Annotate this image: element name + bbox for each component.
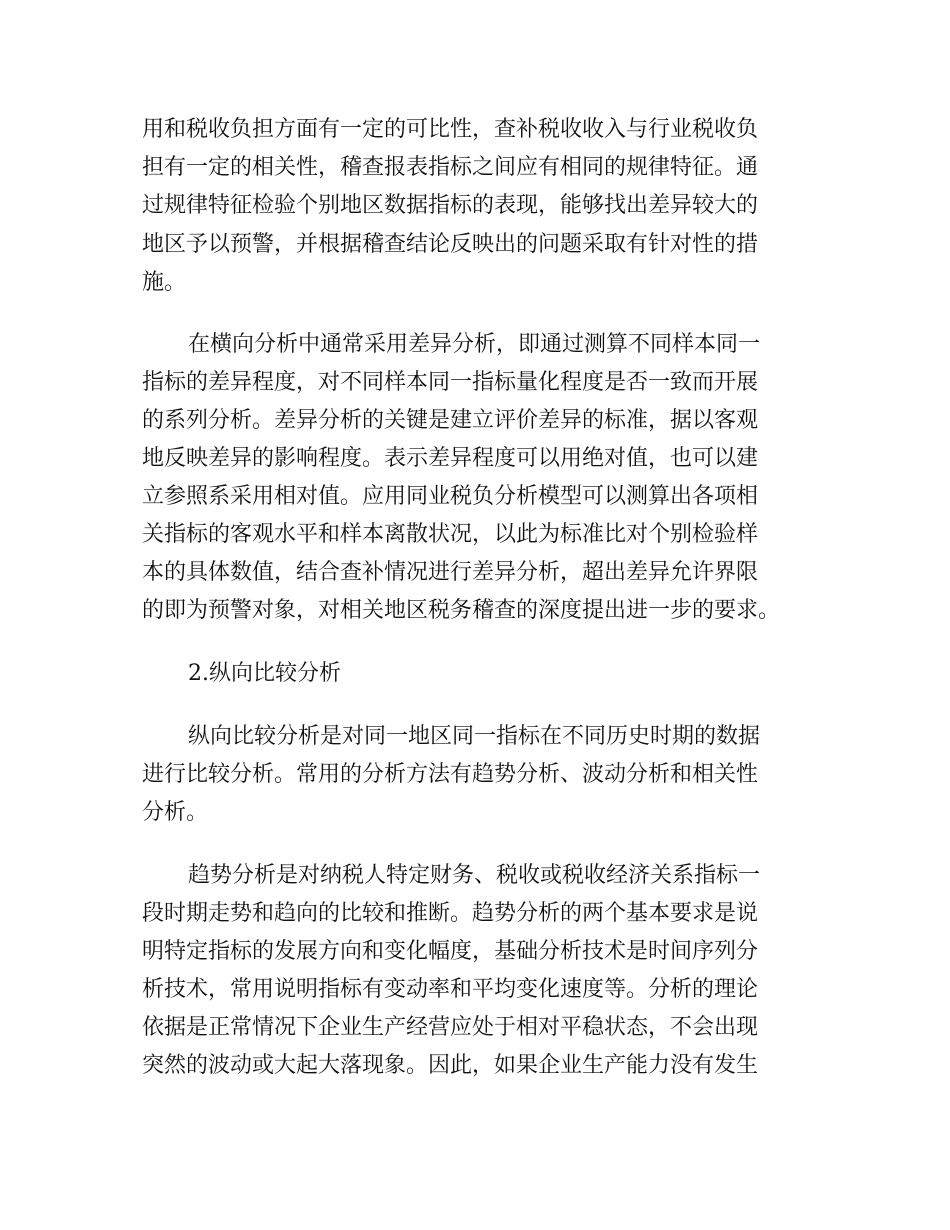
paragraph-3-line-3: 分析。 [142, 800, 209, 825]
paragraph-2-line-2: 指标的差异程度，对不同样本同一指标量化程度是否一致而开展 [142, 370, 759, 395]
paragraph-2-line-8: 的即为预警对象，对相关地区税务稽查的深度提出进一步的要求。 [142, 598, 781, 623]
paragraph-2-line-5: 立参照系采用相对值。应用同业税负分析模型可以测算出各项相 [142, 484, 759, 509]
paragraph-4-line-2: 段时期走势和趋向的比较和推断。趋势分析的两个基本要求是说 [142, 901, 759, 926]
paragraph-4-line-5: 依据是正常情况下企业生产经营应处于相对平稳状态，不会出现 [142, 1015, 759, 1040]
paragraph-1-line-3: 过规律特征检验个别地区数据指标的表现，能够找出差异较大的 [142, 193, 759, 218]
paragraph-1-line-2: 担有一定的相关性，稽查报表指标之间应有相同的规律特征。通 [142, 155, 759, 180]
paragraph-2-line-7: 本的具体数值，结合查补情况进行差异分析，超出差异允许界限 [142, 560, 759, 585]
paragraph-1-line-1: 用和税收负担方面有一定的可比性，查补税收收入与行业税收负 [142, 117, 759, 142]
paragraph-2-line-3: 的系列分析。差异分析的关键是建立评价差异的标准，据以客观 [142, 408, 759, 433]
section-heading: 2.纵向比较分析 [188, 661, 341, 686]
paragraph-2-line-6: 关指标的客观水平和样本离散状况，以此为标准比对个别检验样 [142, 522, 759, 547]
paragraph-2-line-4: 地反映差异的影响程度。表示差异程度可以用绝对值，也可以建 [142, 446, 759, 471]
paragraph-4-line-1: 趋势分析是对纳税人特定财务、税收或税收经济关系指标一 [188, 863, 761, 888]
paragraph-4-line-3: 明特定指标的发展方向和变化幅度，基础分析技术是时间序列分 [142, 939, 759, 964]
paragraph-4-line-4: 析技术，常用说明指标有变动率和平均变化速度等。分析的理论 [142, 977, 759, 1002]
paragraph-1-line-5: 施。 [142, 270, 187, 295]
paragraph-3-line-1: 纵向比较分析是对同一地区同一指标在不同历史时期的数据 [188, 724, 761, 749]
paragraph-1-line-4: 地区予以预警，并根据稽查结论反映出的问题采取有针对性的措 [142, 232, 759, 257]
paragraph-4-line-6: 突然的波动或大起大落现象。因此，如果企业生产能力没有发生 [142, 1053, 759, 1078]
paragraph-3-line-2: 进行比较分析。常用的分析方法有趋势分析、波动分析和相关性 [142, 762, 759, 787]
paragraph-2-line-1: 在横向分析中通常采用差异分析，即通过测算不同样本同一 [188, 332, 761, 357]
